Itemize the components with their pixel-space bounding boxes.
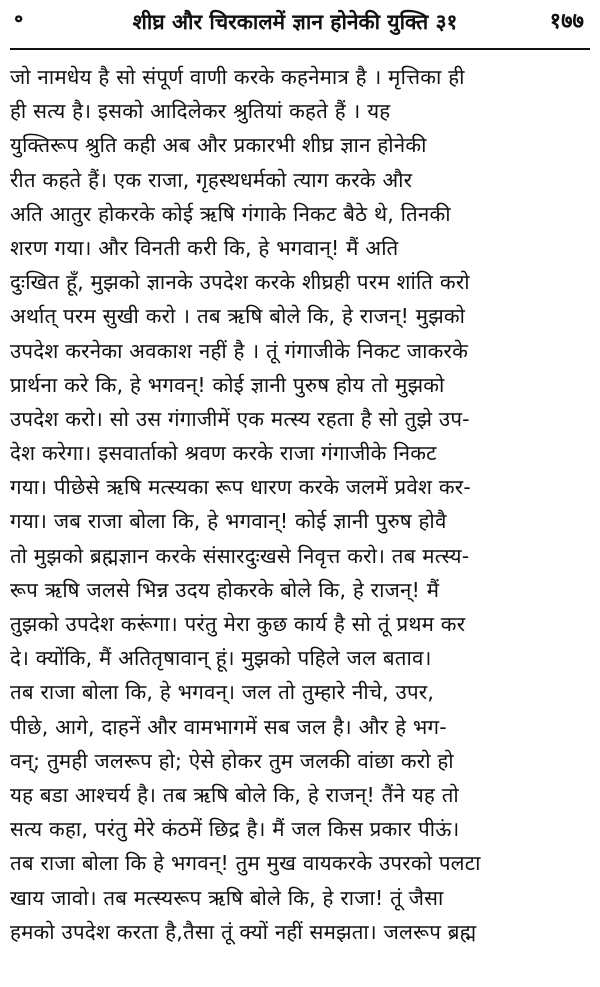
text-line: जो नामधेय है सो संपूर्ण वाणी करके कहनेमात्र है । मृत्तिका ही	[10, 65, 465, 89]
text-line: उपदेश करनेका अवकाश नहीं है । तूं गंगाजीके निकट जाकरके	[10, 338, 469, 363]
text-line: युक्तिरूप श्रुति कही अब और प्रकारभी शीघ्र ज्ञान होनेकी	[10, 133, 427, 158]
text-line: दुःखित हूँ, मुझको ज्ञानके उपदेश करके शीघ्रही परम शांति करो	[10, 270, 470, 295]
text-line: गया। पीछेसे ऋषि मत्स्यका रूप धारण करके जलमें प्रवेश कर-	[10, 475, 471, 500]
header-title: शीघ्र और चिरकालमें ज्ञान होनेकी युक्ति ३१	[132, 10, 458, 34]
text-line: तब राजा बोला कि, हे भगवन्। जल तो तुम्हारे नीचे, उपर,	[10, 680, 435, 705]
text-line: अति आतुर होकरके कोई ऋषि गंगाके निकट बैठे थे, तिनकी	[10, 201, 451, 226]
text-line: सत्य कहा, परंतु मेरे कंठमें छिद्र है। मैं जल किस प्रकार पीऊं।	[10, 817, 460, 842]
text-line: शरण गया। और विनती करी कि, हे भगवान्! मैं अति	[10, 235, 399, 260]
text-line: रीत कहते हैं। एक राजा, गृहस्थधर्मको त्याग करके और	[10, 167, 413, 192]
text-line: यह बडा आश्चर्य है। तब ऋषि बोले कि, हे राजन्! तैंने यह तो	[10, 782, 459, 807]
text-line: खाय जावो। तब मत्स्यरूप ऋषि बोले कि, हे राजा! तूं जैसा	[10, 885, 444, 910]
text-line: तो मुझको ब्रह्मज्ञान करके संसारदुःखसे निवृत्त करो। तब मत्स्य-	[10, 543, 470, 568]
text-line: हमको उपदेश करता है,तैसा तूं क्यों नहीं समझता। जलरूप ब्रह्म	[10, 919, 477, 944]
text-line: रूप ऋषि जलसे भिन्न उदय होकरके बोले कि, हे राजन्! मैं	[10, 577, 440, 602]
body-text	[10, 60, 590, 949]
text-line: गया। जब राजा बोला कि, हे भगवान्! कोई ज्ञानी पुरुष होवै	[10, 509, 447, 534]
header-marker: ॰	[14, 9, 24, 34]
text-line: पीछे, आगे, दाहनें और वामभागमें सब जल है। और हे भग-	[10, 714, 447, 739]
text-line: दे। क्योंकि, मैं अतितृषावान् हूं। मुझको पहिले जल बताव।	[10, 646, 432, 671]
text-line: उपदेश करो। सो उस गंगाजीमें एक मत्स्य रहता है सो तुझे उप-	[10, 406, 470, 431]
text-line: तुझको उपदेश करूंगा। परंतु मेरा कुछ कार्य है सो तूं प्रथम कर	[10, 612, 466, 636]
text-line: अर्थात् परम सुखी करो । तब ऋषि बोले कि, हे राजन्! मुझको	[10, 304, 466, 329]
text-line: प्रार्थना करे कि, हे भगवन्! कोई ज्ञानी पुरुष होय तो मुझको	[10, 372, 445, 397]
text-line: तब राजा बोला कि हे भगवन्! तुम मुख वायकरके उपरको पलटा	[10, 851, 481, 876]
text-line: देश करेगा। इसवार्ताको श्रवण करके राजा गंगाजीके निकट	[10, 441, 437, 466]
text-line: वन्; तुमही जलरूप हो; ऐसे होकर तुम जलकी वांछा करो हो	[10, 748, 454, 773]
text-line: ही सत्य है। इसको आदिलेकर श्रुतियां कहते हैं । यह	[10, 99, 391, 124]
page-number: १७७	[549, 9, 584, 34]
running-header	[10, 6, 590, 50]
